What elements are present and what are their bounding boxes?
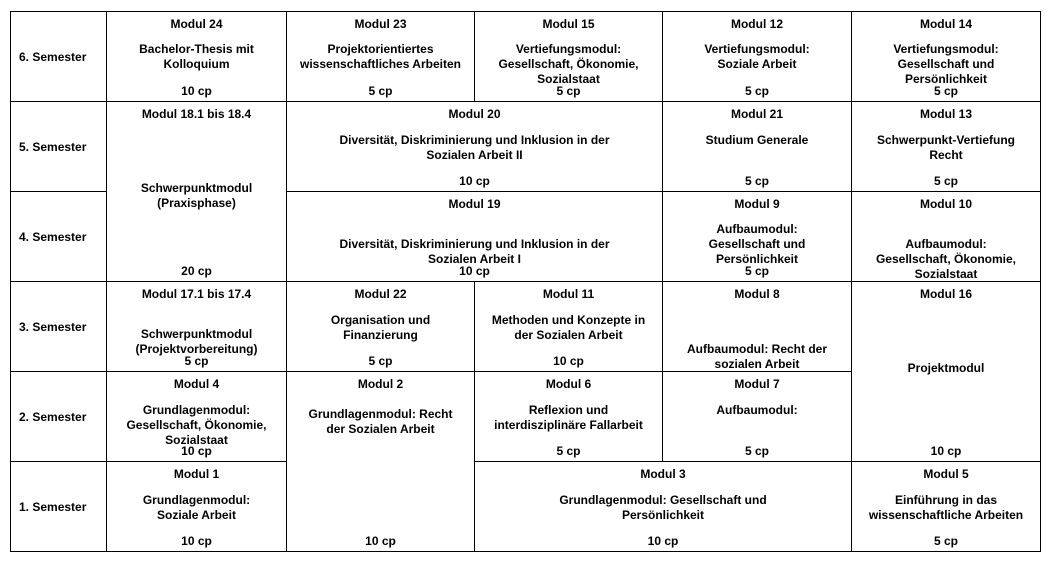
module-credits: 10 cp [459, 264, 490, 278]
module-15-cell [474, 11, 663, 102]
module-title: Modul 23 [354, 17, 407, 31]
module-credits: 5 cp [933, 84, 958, 98]
module-description: Diversität, Diskriminierung und Inklusion in der Sozialen Arbeit II [339, 133, 610, 162]
module-description: Vertiefungsmodul: Soziale Arbeit [704, 42, 810, 71]
module-20-cell [286, 101, 663, 192]
module-credits: 10 cp [930, 444, 962, 458]
module-title: Modul 19 [448, 197, 501, 211]
module-credits: 5 cp [744, 84, 769, 98]
semester-label-text: 6. Semester [19, 49, 87, 64]
module-24-cell [106, 11, 287, 102]
module-credits: 5 cp [556, 444, 581, 458]
module-19-cell [286, 191, 663, 282]
module-6-cell [474, 371, 663, 462]
module-2-cell [286, 371, 475, 552]
module-credits: 5 cp [184, 354, 209, 368]
module-description: Bachelor-Thesis mit Kolloquium [139, 42, 254, 71]
module-title: Modul 1 [173, 467, 220, 481]
module-description: Einführung in das wissenschaftliche Arbeiten [868, 493, 1024, 522]
module-description: Aufbaumodul: Recht der sozialen Arbeit [687, 342, 827, 371]
module-3-cell [474, 461, 852, 552]
module-credits: 10 cp [365, 534, 396, 548]
module-title: Modul 9 [734, 197, 780, 211]
module-title: Modul 6 [545, 377, 592, 391]
module-title: Modul 24 [170, 17, 223, 31]
module-description: Vertiefungsmodul: Gesellschaft, Ökonomie, Sozialstaat [498, 42, 639, 86]
module-credits: 5 cp [556, 84, 581, 98]
semester-label-3 [10, 281, 107, 372]
module-title: Modul 2 [357, 377, 404, 391]
module-title: Modul 22 [354, 287, 407, 301]
module-title: Modul 17.1 bis 17.4 [141, 287, 252, 301]
module-8-cell [662, 281, 852, 372]
module-description: Schwerpunkt-Vertiefung Recht [876, 133, 1016, 162]
module-23-cell [286, 11, 475, 102]
module-title: Modul 5 [923, 467, 969, 481]
semester-label-5 [10, 101, 107, 192]
module-title: Modul 15 [542, 17, 595, 31]
module-description: Aufbaumodul: Gesellschaft, Ökonomie, Sozialstaat [875, 237, 1017, 281]
module-description: Methoden und Konzepte in der Sozialen Arbeit [491, 313, 646, 342]
module-5-cell [851, 461, 1041, 552]
module-title: Modul 21 [730, 107, 783, 121]
module-17-cell [106, 281, 287, 372]
module-description: Vertiefungsmodul: Gesellschaft und Persönlichkeit [893, 42, 999, 86]
module-18-cell [106, 101, 287, 282]
module-credits: 5 cp [933, 534, 958, 548]
semester-label-4 [10, 191, 107, 282]
module-description: Projektmodul [907, 361, 985, 375]
module-description: Schwerpunktmodul (Projektvorbereitung) [135, 327, 258, 356]
semester-label-text: 3. Semester [19, 319, 87, 334]
module-credits: 20 cp [181, 264, 212, 278]
module-10-cell [851, 191, 1041, 282]
module-title: Modul 18.1 bis 18.4 [141, 107, 252, 121]
semester-label-text: 1. Semester [19, 499, 87, 514]
module-21-cell [662, 101, 852, 192]
module-credits: 10 cp [459, 174, 490, 188]
module-title: Modul 3 [640, 467, 686, 481]
module-description: Aufbaumodul: Gesellschaft und Persönlichkeit [708, 222, 806, 266]
module-credits: 10 cp [181, 84, 212, 98]
module-title: Modul 12 [730, 17, 783, 31]
module-title: Modul 11 [542, 287, 595, 301]
module-credits: 10 cp [647, 534, 679, 548]
module-7-cell [662, 371, 852, 462]
module-11-cell [474, 281, 663, 372]
module-credits: 10 cp [553, 354, 584, 368]
module-title: Modul 16 [919, 287, 972, 301]
semester-label-6 [10, 11, 107, 102]
module-credits: 10 cp [181, 534, 212, 548]
module-description: Grundlagenmodul: Gesellschaft und Persönlichkeit [559, 493, 767, 522]
module-description: Reflexion und interdisziplinäre Fallarbeit [494, 403, 643, 432]
module-title: Modul 4 [173, 377, 220, 391]
module-9-cell [662, 191, 852, 282]
module-22-cell [286, 281, 475, 372]
module-title: Modul 8 [734, 287, 780, 301]
module-plan-table [10, 11, 1041, 552]
module-title: Modul 7 [734, 377, 780, 391]
module-description: Diversität, Diskriminierung und Inklusion in der Sozialen Arbeit I [339, 237, 610, 266]
semester-label-text: 5. Semester [19, 139, 87, 154]
module-13-cell [851, 101, 1041, 192]
module-credits: 5 cp [744, 174, 769, 188]
semester-label-2 [10, 371, 107, 462]
module-4-cell [106, 371, 287, 462]
module-description: Studium Generale [705, 133, 809, 147]
module-credits: 5 cp [744, 444, 769, 458]
semester-label-text: 4. Semester [19, 229, 87, 244]
module-description: Grundlagenmodul: Recht der Sozialen Arbeit [308, 407, 453, 436]
module-credits: 5 cp [368, 354, 393, 368]
module-credits: 5 cp [933, 174, 958, 188]
module-title: Modul 14 [919, 17, 972, 31]
semester-label-1 [10, 461, 107, 552]
module-description: Grundlagenmodul: Gesellschaft, Ökonomie, Sozialstaat [126, 403, 267, 447]
module-description: Projektorientiertes wissenschaftliches Arbeiten [300, 42, 461, 71]
module-title: Modul 20 [448, 107, 501, 121]
semester-label-text: 2. Semester [19, 409, 87, 424]
module-description: Grundlagenmodul: Soziale Arbeit [142, 493, 251, 522]
module-title: Modul 10 [919, 197, 972, 211]
module-credits: 5 cp [744, 264, 769, 278]
module-1-cell [106, 461, 287, 552]
module-12-cell [662, 11, 852, 102]
module-credits: 10 cp [181, 444, 212, 458]
module-description: Schwerpunktmodul (Praxisphase) [140, 181, 253, 210]
module-title: Modul 13 [919, 107, 972, 121]
module-description: Organisation und Finanzierung [330, 313, 431, 342]
module-credits: 5 cp [368, 84, 393, 98]
module-14-cell [851, 11, 1041, 102]
module-description: Aufbaumodul: [716, 403, 798, 417]
module-16-cell [851, 281, 1041, 462]
